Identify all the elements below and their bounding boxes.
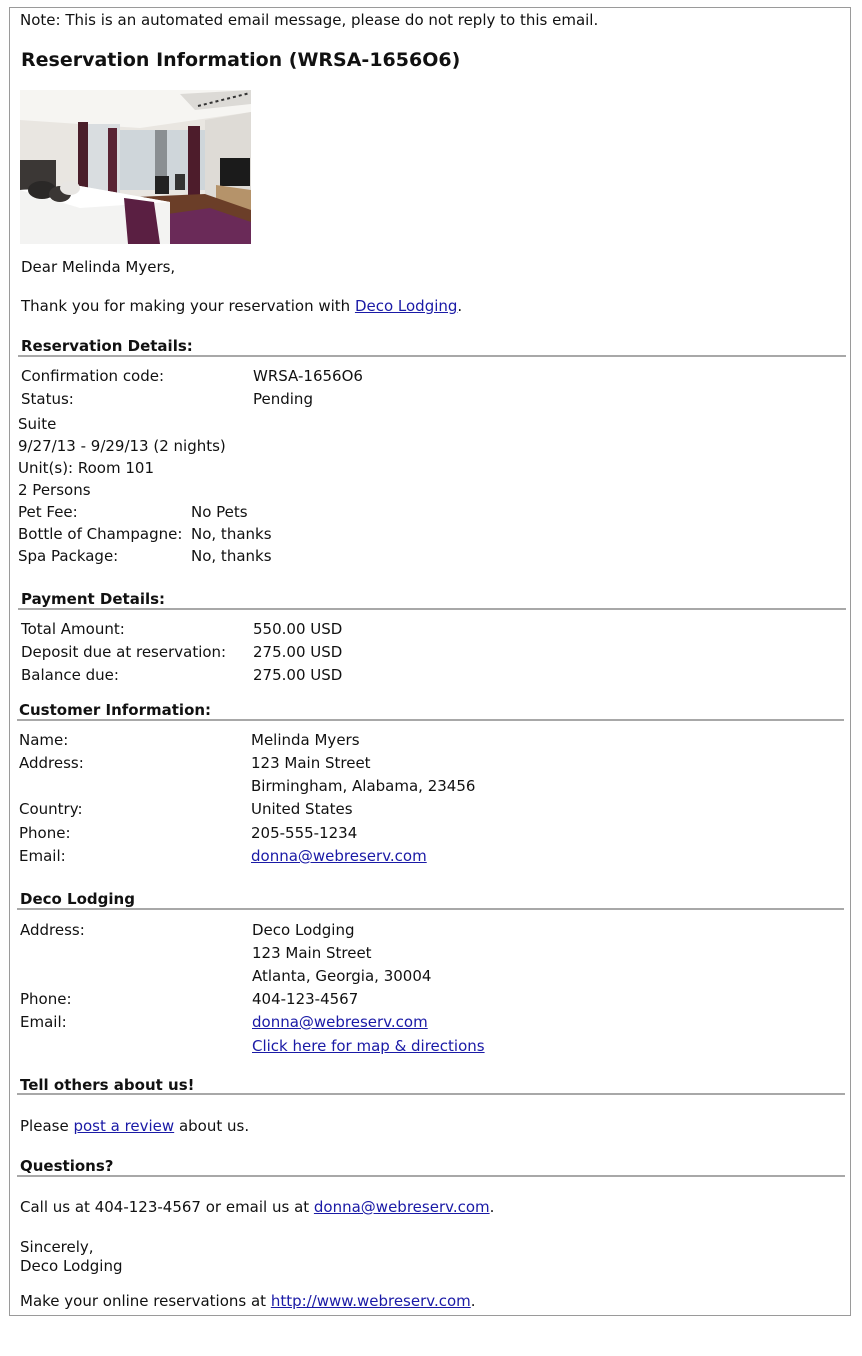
lodging-email-label: Email: xyxy=(20,1013,67,1031)
persons: 2 Persons xyxy=(18,481,91,499)
review-text xyxy=(20,1117,249,1136)
intro-before: Thank you for making your reservation with xyxy=(21,297,355,315)
section-divider xyxy=(17,908,844,910)
section-divider xyxy=(17,1175,845,1177)
lodging-link[interactable]: Deco Lodging xyxy=(354,297,458,315)
payment-value: 550.00 USD xyxy=(253,620,343,638)
intro-text xyxy=(21,297,462,316)
customer-country-label: Country: xyxy=(19,800,83,818)
option-label: Pet Fee: xyxy=(18,503,78,521)
customer-phone: 205-555-1234 xyxy=(251,824,358,842)
option-value: No, thanks xyxy=(191,525,272,543)
lodging-address-label: Address: xyxy=(20,921,85,939)
review-before: Please xyxy=(20,1117,74,1135)
hotel-suite-image xyxy=(20,90,251,244)
lodging-phone: 404-123-4567 xyxy=(252,990,359,1008)
section-divider xyxy=(17,719,844,721)
payment-details-heading: Payment Details: xyxy=(21,590,166,608)
payment-label: Deposit due at reservation: xyxy=(21,643,227,661)
option-label: Spa Package: xyxy=(18,547,119,565)
questions-after: . xyxy=(489,1198,495,1216)
option-label: Bottle of Champagne: xyxy=(18,525,183,543)
map-directions-link[interactable]: Click here for map & directions xyxy=(252,1037,485,1055)
customer-info-heading: Customer Information: xyxy=(19,701,212,719)
webreserv-link[interactable]: http://www.webreserv.com xyxy=(270,1292,471,1310)
customer-address-label: Address: xyxy=(19,754,84,772)
status-value: Pending xyxy=(253,390,313,408)
lodging-heading: Deco Lodging xyxy=(20,890,135,908)
reservation-details-heading: Reservation Details: xyxy=(21,337,193,355)
option-value: No Pets xyxy=(191,503,248,521)
post-review-link[interactable]: post a review xyxy=(73,1117,175,1135)
customer-name: Melinda Myers xyxy=(251,731,360,749)
questions-text xyxy=(20,1198,494,1217)
section-divider xyxy=(18,355,846,357)
lodging-phone-label: Phone: xyxy=(20,990,72,1008)
payment-label: Balance due: xyxy=(21,666,119,684)
lodging-email-link[interactable]: donna@webreserv.com xyxy=(252,1013,428,1031)
lodging-address-line1: Deco Lodging xyxy=(252,921,355,939)
lodging-address-line2: 123 Main Street xyxy=(252,944,372,962)
stay-dates: 9/27/13 - 9/29/13 (2 nights) xyxy=(18,437,226,455)
customer-name-label: Name: xyxy=(19,731,69,749)
customer-phone-label: Phone: xyxy=(19,824,71,842)
status-label: Status: xyxy=(21,390,74,408)
lodging-address-line3: Atlanta, Georgia, 30004 xyxy=(252,967,432,985)
customer-email-label: Email: xyxy=(19,847,66,865)
questions-before: Call us at 404-123-4567 or email us at xyxy=(20,1198,314,1216)
customer-email-link[interactable]: donna@webreserv.com xyxy=(251,847,427,865)
option-value: No, thanks xyxy=(191,547,272,565)
review-after: about us. xyxy=(174,1117,250,1135)
automated-notice: Note: This is an automated email message, please do not reply to this email. xyxy=(20,11,599,29)
signature: Deco Lodging xyxy=(20,1257,123,1275)
sincerely: Sincerely, xyxy=(20,1238,94,1256)
greeting: Dear Melinda Myers, xyxy=(21,258,176,276)
room-photo xyxy=(20,90,251,244)
confirmation-code-value: WRSA-1656O6 xyxy=(253,367,363,385)
payment-value: 275.00 USD xyxy=(253,643,343,661)
intro-after: . xyxy=(457,297,463,315)
tell-others-heading: Tell others about us! xyxy=(20,1076,195,1094)
questions-email-link[interactable]: donna@webreserv.com xyxy=(313,1198,490,1216)
room-type: Suite xyxy=(18,415,57,433)
footer-text xyxy=(20,1292,476,1311)
customer-address-line2: Birmingham, Alabama, 23456 xyxy=(251,777,476,795)
footer-before: Make your online reservations at xyxy=(20,1292,271,1310)
payment-value: 275.00 USD xyxy=(253,666,343,684)
page-title: Reservation Information (WRSA-1656O6) xyxy=(21,49,461,71)
units: Unit(s): Room 101 xyxy=(18,459,154,477)
confirmation-code-label: Confirmation code: xyxy=(21,367,165,385)
payment-label: Total Amount: xyxy=(21,620,125,638)
customer-country: United States xyxy=(251,800,353,818)
footer-after: . xyxy=(470,1292,476,1310)
customer-address-line1: 123 Main Street xyxy=(251,754,371,772)
section-divider xyxy=(18,608,846,610)
questions-heading: Questions? xyxy=(20,1157,114,1175)
section-divider xyxy=(17,1093,845,1095)
